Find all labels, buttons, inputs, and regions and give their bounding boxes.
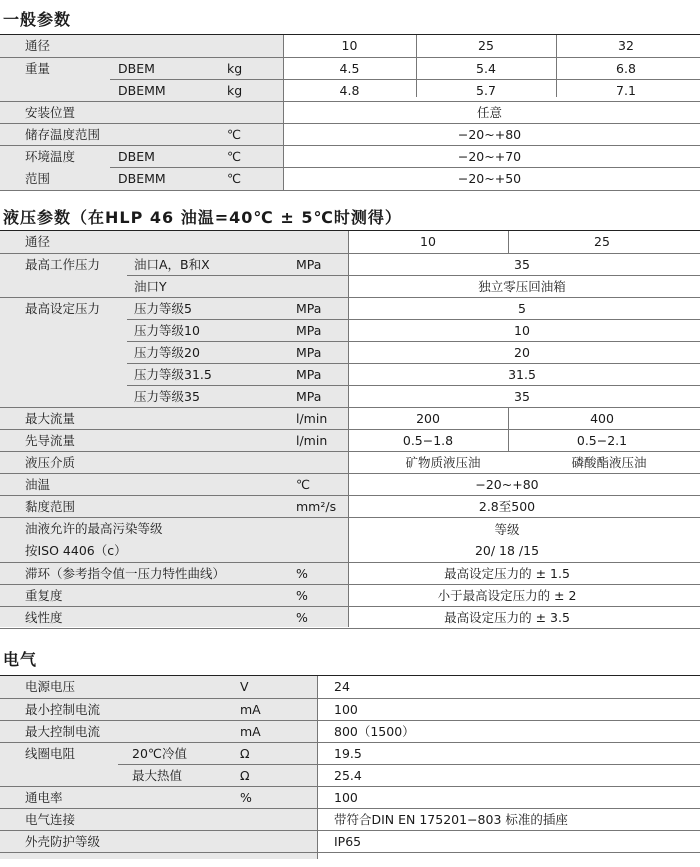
nominal-size-label: 通径 <box>25 38 51 53</box>
ambient-temp-label: 范围 <box>25 171 51 186</box>
electrical-section <box>0 640 700 867</box>
hydraulic-section <box>0 195 700 635</box>
supply-voltage-label: 电源电压 <box>25 679 76 694</box>
max-current-label: 最大控制电流 <box>25 724 101 739</box>
max-set-pressure-value: 35 <box>514 389 530 404</box>
max-set-pressure-label: 最高设定压力 <box>25 301 101 316</box>
repeatability-label: 重复度 <box>25 588 63 603</box>
electrical-row <box>0 676 700 698</box>
electrical-row <box>0 809 700 831</box>
max-set-pressure-row <box>0 320 700 342</box>
ambient-temp-label: 环境温度 <box>25 149 76 164</box>
contamination-class: 20/ 18 /15 <box>474 543 540 558</box>
weight-value: 7.1 <box>616 83 636 98</box>
coil-resistance-unit: Ω <box>240 746 250 761</box>
weight-value: 5.4 <box>476 61 496 76</box>
oil-temp-row <box>0 474 700 496</box>
contamination-row <box>0 518 700 562</box>
electrical-row <box>0 787 700 809</box>
linearity-unit: % <box>296 610 308 625</box>
max-operating-pressure-row <box>0 276 700 298</box>
mounting-label: 安装位置 <box>25 105 76 120</box>
pressure-unit: MPa <box>296 367 322 382</box>
coil-resistance-unit: Ω <box>240 768 250 783</box>
max-operating-pressure-value: 独立零压回油箱 <box>478 279 566 294</box>
max-flow-row <box>0 408 700 430</box>
electrical-row <box>0 721 700 743</box>
max-flow-value: 200 <box>416 411 440 426</box>
hydraulic-title: 液压参数（在HLP 46 油温=40℃ ± 5℃时测得） <box>3 208 402 227</box>
weight-value: 4.5 <box>339 61 360 76</box>
pressure-unit: MPa <box>296 345 322 360</box>
viscosity-row <box>0 496 700 518</box>
electrical-title: 电气 <box>3 650 38 669</box>
max-operating-pressure-value: 35 <box>514 257 530 272</box>
hysteresis-unit: % <box>296 566 308 581</box>
max-current-value: 800（1500） <box>334 724 415 739</box>
weight-value: 6.8 <box>616 61 636 76</box>
max-set-pressure-row <box>0 386 700 408</box>
flow-unit: l/min <box>296 411 328 426</box>
max-set-pressure-value: 10 <box>514 323 530 338</box>
duty-cycle-unit: % <box>240 790 252 805</box>
ambient-temp-row <box>0 168 700 190</box>
weight-unit: kg <box>227 83 243 98</box>
pressure-stage: 压力等级5 <box>134 301 192 316</box>
fluid-label: 液压介质 <box>25 455 76 470</box>
linearity-label: 线性度 <box>25 610 63 625</box>
coil-resistance-sub: 20℃冷值 <box>132 746 187 761</box>
viscosity-unit: mm²/s <box>296 499 337 514</box>
pressure-unit: MPa <box>296 323 322 338</box>
ambient-temp-value: −20~+50 <box>457 171 522 186</box>
electrical-row <box>0 831 700 853</box>
hysteresis-label: 滞环（参考指令值一压力特性曲线） <box>25 566 226 581</box>
mounting-value: 任意 <box>476 105 502 120</box>
storage-temp-value: −20~+80 <box>457 127 522 142</box>
storage-temp-label: 储存温度范围 <box>25 127 101 142</box>
oil-temp-value: −20~+80 <box>475 477 539 492</box>
pressure-unit: MPa <box>296 389 322 404</box>
pressure-stage: 压力等级35 <box>134 389 200 404</box>
ambient-temp-model: DBEMM <box>118 171 166 186</box>
fluid-value: 磷酸酯液压油 <box>571 455 647 470</box>
weight-row <box>0 80 700 102</box>
max-set-pressure-row <box>0 364 700 386</box>
hyd-nominal-size-label: 通径 <box>25 234 51 249</box>
protection-label: 外壳防护等级 <box>25 834 101 849</box>
pilot-flow-label: 先导流量 <box>25 433 76 448</box>
nominal-size-value: 32 <box>618 38 634 53</box>
fluid-row <box>0 452 700 474</box>
protection-value: IP65 <box>334 834 362 849</box>
repeatability-row <box>0 585 700 607</box>
coil-resistance-value: 25.4 <box>334 768 362 783</box>
weight-value: 4.8 <box>339 83 360 98</box>
linearity-row <box>0 607 700 629</box>
hyd-nominal-size-value: 25 <box>594 234 610 249</box>
max-operating-pressure-label: 最高工作压力 <box>25 257 101 272</box>
supply-voltage-value: 24 <box>334 679 350 694</box>
weight-label: 重量 <box>25 61 51 76</box>
hyd-nominal-size-row <box>0 231 700 253</box>
connection-value: 带符合DIN EN 175201−803 标准的插座 <box>334 812 568 827</box>
repeatability-unit: % <box>296 588 308 603</box>
pilot-flow-row <box>0 430 700 452</box>
mounting-row <box>0 102 700 124</box>
repeatability-value: 小于最高设定压力的 ± 2 <box>437 588 577 603</box>
viscosity-value: 2.8至500 <box>478 499 536 514</box>
pilot-flow-value: 0.5−2.1 <box>576 433 628 448</box>
duty-cycle-label: 通电率 <box>25 790 63 805</box>
duty-cycle-value: 100 <box>334 790 358 805</box>
supply-voltage-unit: V <box>240 679 249 694</box>
ambient-temp-row <box>0 146 700 168</box>
hyd-nominal-size-value: 10 <box>420 234 436 249</box>
coil-resistance-sub: 最大热值 <box>132 768 183 783</box>
min-current-unit: mA <box>240 702 261 717</box>
contamination-standard: 按ISO 4406（c） <box>25 543 127 558</box>
min-current-value: 100 <box>334 702 358 717</box>
linearity-value: 最高设定压力的 ± 3.5 <box>444 610 570 625</box>
max-set-pressure-value: 20 <box>514 345 530 360</box>
hysteresis-value: 最高设定压力的 ± 1.5 <box>444 566 570 581</box>
pressure-stage: 压力等级20 <box>134 345 200 360</box>
port-label: 油口A，B和X <box>134 257 210 272</box>
electrical-row <box>0 743 700 765</box>
general-title: 一般参数 <box>3 10 72 29</box>
contamination-label: 油液允许的最高污染等级 <box>25 521 163 536</box>
weight-value: 5.7 <box>476 83 496 98</box>
connection-label: 电气连接 <box>25 812 76 827</box>
ambient-temp-unit: ℃ <box>227 149 242 164</box>
weight-row <box>0 58 700 80</box>
coil-resistance-value: 19.5 <box>334 746 362 761</box>
weight-model: DBEMM <box>118 83 166 98</box>
max-set-pressure-row <box>0 342 700 364</box>
max-set-pressure-value: 31.5 <box>508 367 536 382</box>
fluid-value: 矿物质液压油 <box>405 455 481 470</box>
ambient-temp-unit: ℃ <box>227 171 242 186</box>
pressure-stage: 压力等级31.5 <box>134 367 212 382</box>
max-current-unit: mA <box>240 724 261 739</box>
oil-temp-label: 油温 <box>25 477 51 492</box>
flow-unit: l/min <box>296 433 328 448</box>
nominal-size-value: 10 <box>341 38 358 53</box>
weight-model: DBEM <box>118 61 155 76</box>
contamination-value: 等级 <box>494 522 520 537</box>
port-label: 油口Y <box>134 279 167 294</box>
storage-temp-unit: ℃ <box>227 127 242 142</box>
weight-unit: kg <box>227 61 243 76</box>
hysteresis-row <box>0 563 700 585</box>
pressure-stage: 压力等级10 <box>134 323 200 338</box>
nominal-size-value: 25 <box>478 38 494 53</box>
general-nominal-size-row <box>0 35 700 57</box>
max-set-pressure-row <box>0 298 700 320</box>
max-set-pressure-value: 5 <box>518 301 526 316</box>
pressure-unit: MPa <box>296 301 322 316</box>
pressure-unit: MPa <box>296 257 322 272</box>
ambient-temp-model: DBEM <box>118 149 155 164</box>
electrical-row <box>0 765 700 787</box>
general-section <box>0 0 700 195</box>
electrical-row <box>0 699 700 721</box>
storage-temp-row <box>0 124 700 146</box>
max-flow-label: 最大流量 <box>25 411 76 426</box>
max-flow-value: 400 <box>590 411 614 426</box>
coil-resistance-label: 线圈电阻 <box>25 746 76 761</box>
viscosity-label: 黏度范围 <box>25 499 76 514</box>
oil-temp-unit: ℃ <box>296 477 311 492</box>
ambient-temp-value: −20~+70 <box>457 149 522 164</box>
pilot-flow-value: 0.5−1.8 <box>402 433 454 448</box>
max-operating-pressure-row <box>0 254 700 276</box>
min-current-label: 最小控制电流 <box>25 702 101 717</box>
